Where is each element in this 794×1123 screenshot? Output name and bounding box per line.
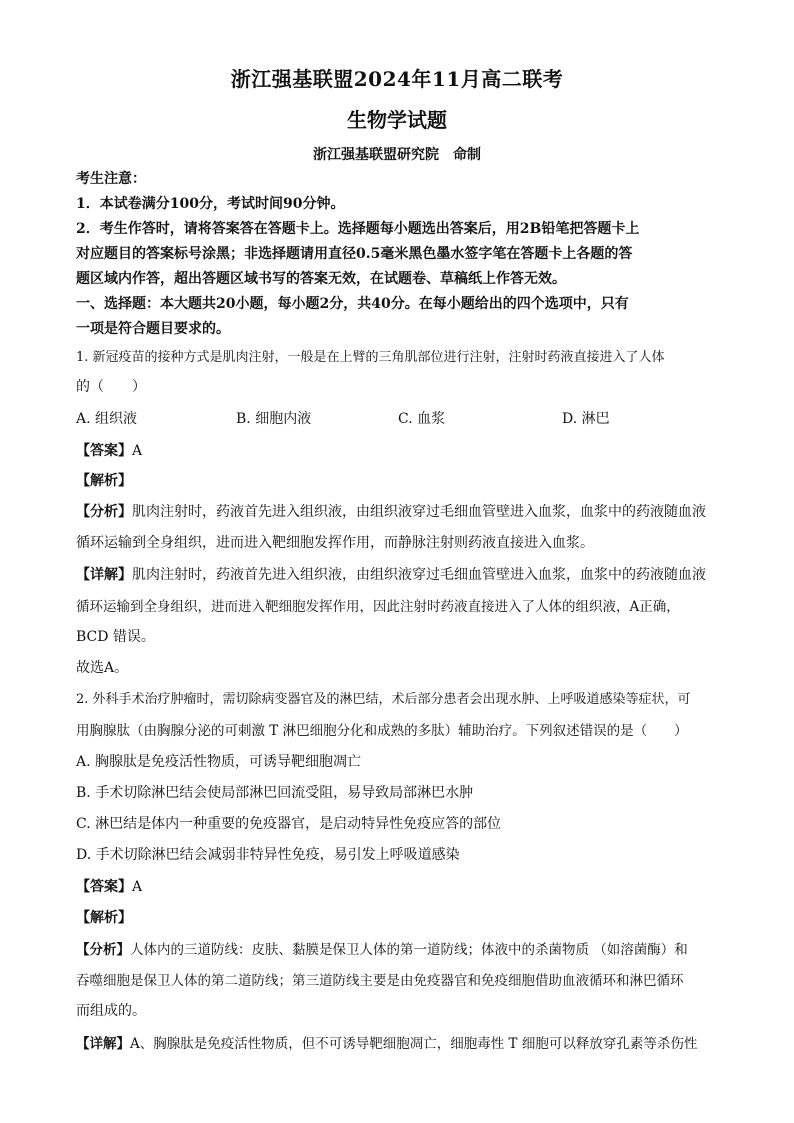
q2-answer (76, 876, 720, 896)
q2-xiangjie-text-1: A、胸腺肽是免疫活性物质，但不可诱导靶细胞凋亡，细胞毒性 T 细胞可以释放穿孔素等杀伤性 (130, 1036, 698, 1052)
notice-item-2-line-1: 2．考生作答时，请将答案答在答题卡上。选择题每小题选出答案后，用2B铅笔把答题卡上 (76, 221, 640, 237)
notice-heading: 考生注意： (76, 171, 146, 187)
q1-xiangjie-text-1: 肌肉注射时，药液首先进入组织液，由组织液穿过毛细血管壁进入血浆，血浆中的药液随血液 (132, 567, 706, 583)
q2-fenxi-line-1 (76, 938, 720, 958)
q2-answer-tag: 【答案】 (76, 879, 132, 895)
q1-fenxi-tag: 【分析】 (76, 504, 132, 520)
notice-item-2-line-2: 对应题目的答案标号涂黑；非选择题请用直径0.5毫米黑色墨水签字笔在答题卡上各题的答 (76, 246, 633, 262)
q1-fenxi-line-1 (76, 501, 720, 521)
q2-fenxi-line-3: 而组成的。 (76, 1003, 146, 1019)
q1-fenxi-line-2: 循环运输到全身组织，进而进入靶细胞发挥作用，而静脉注射则药液直接进入血浆。 (76, 535, 594, 551)
exam-author: 浙江强基联盟研究院 命制 (313, 147, 481, 163)
q1-analysis-tag: 【解析】 (76, 473, 132, 489)
q1-xiangjie-tag: 【详解】 (76, 567, 132, 583)
q2-option-c: C. 淋巴结是体内一种重要的免疫器官，是启动特异性免疫应答的部位 (76, 816, 502, 832)
q2-xiangjie-line-1 (76, 1032, 720, 1052)
section-heading-line-1: 一、选择题：本大题共20小题，每小题2分，共40分。在每小题给出的四个选项中，只有 (76, 296, 629, 312)
section-heading-line-2: 一项是符合题目要求的。 (76, 321, 230, 337)
q1-xiangjie-line-1 (76, 564, 720, 584)
q2-fenxi-line-2: 吞噬细胞是保卫人体的第二道防线；第三道防线主要是由免疫器官和免疫细胞借助血液循环和淋巴循环 (76, 973, 684, 989)
q1-option-a: A. 组织液 (76, 411, 138, 427)
q1-stem-line-2: 的（ ） (76, 379, 146, 395)
q1-answer-value: A (132, 443, 143, 459)
q2-option-b: B. 手术切除淋巴结会使局部淋巴回流受阻，易导致局部淋巴水肿 (76, 785, 474, 801)
q2-stem-line-1: 2. 外科手术治疗肿瘤时，需切除病变器官及的淋巴结，术后部分患者会出现水肿、上呼吸道感染等症状，可 (76, 692, 691, 707)
q2-option-d: D. 手术切除淋巴结会减弱非特异性免疫，易引发上呼吸道感染 (76, 847, 460, 863)
q1-option-d: D. 淋巴 (562, 411, 610, 427)
q2-xiangjie-tag: 【详解】 (76, 1036, 130, 1052)
q2-fenxi-tag: 【分析】 (76, 942, 130, 958)
exam-title: 浙江强基联盟2024年11月高二联考 (230, 67, 564, 91)
q2-fenxi-text-1: 人体内的三道防线：皮肤、黏膜是保卫人体的第一道防线；体液中的杀菌物质 （如溶菌酶）和 (130, 942, 688, 958)
notice-item-2-line-3: 题区域内作答，超出答题区域书写的答案无效，在试题卷、草稿纸上作答无效。 (76, 271, 566, 287)
q1-conclusion: 故选A。 (76, 660, 129, 676)
q1-answer (76, 440, 720, 460)
q1-fenxi-text-1: 肌肉注射时，药液首先进入组织液，由组织液穿过毛细血管壁进入血浆，血浆中的药液随血液 (132, 504, 706, 520)
exam-subject: 生物学试题 (347, 108, 447, 132)
notice-item-1: 1．本试卷满分100分，考试时间90分钟。 (76, 196, 345, 212)
q1-stem-line-1: 1. 新冠疫苗的接种方式是肌肉注射，一般是在上臂的三角肌部位进行注射，注射时药液直接进入了人体 (76, 350, 665, 365)
q2-analysis-tag: 【解析】 (76, 910, 132, 926)
q1-option-c: C. 血浆 (398, 411, 446, 427)
q2-answer-value: A (132, 879, 143, 895)
q1-option-b: B. 细胞内液 (236, 411, 312, 427)
q1-answer-tag: 【答案】 (76, 443, 132, 459)
q2-stem-line-2: 用胸腺肽（由胸腺分泌的可刺激 T 淋巴细胞分化和成熟的多肽）辅助治疗。下列叙述错误的是（ ） (76, 723, 688, 739)
q1-xiangjie-line-2: 循环运输到全身组织，进而进入靶细胞发挥作用，因此注射时药液直接进入了人体的组织液，A正确， (76, 599, 680, 615)
q1-xiangjie-line-3: BCD 错误。 (76, 629, 155, 645)
q2-option-a: A. 胸腺肽是免疫活性物质，可诱导靶细胞凋亡 (76, 754, 362, 770)
